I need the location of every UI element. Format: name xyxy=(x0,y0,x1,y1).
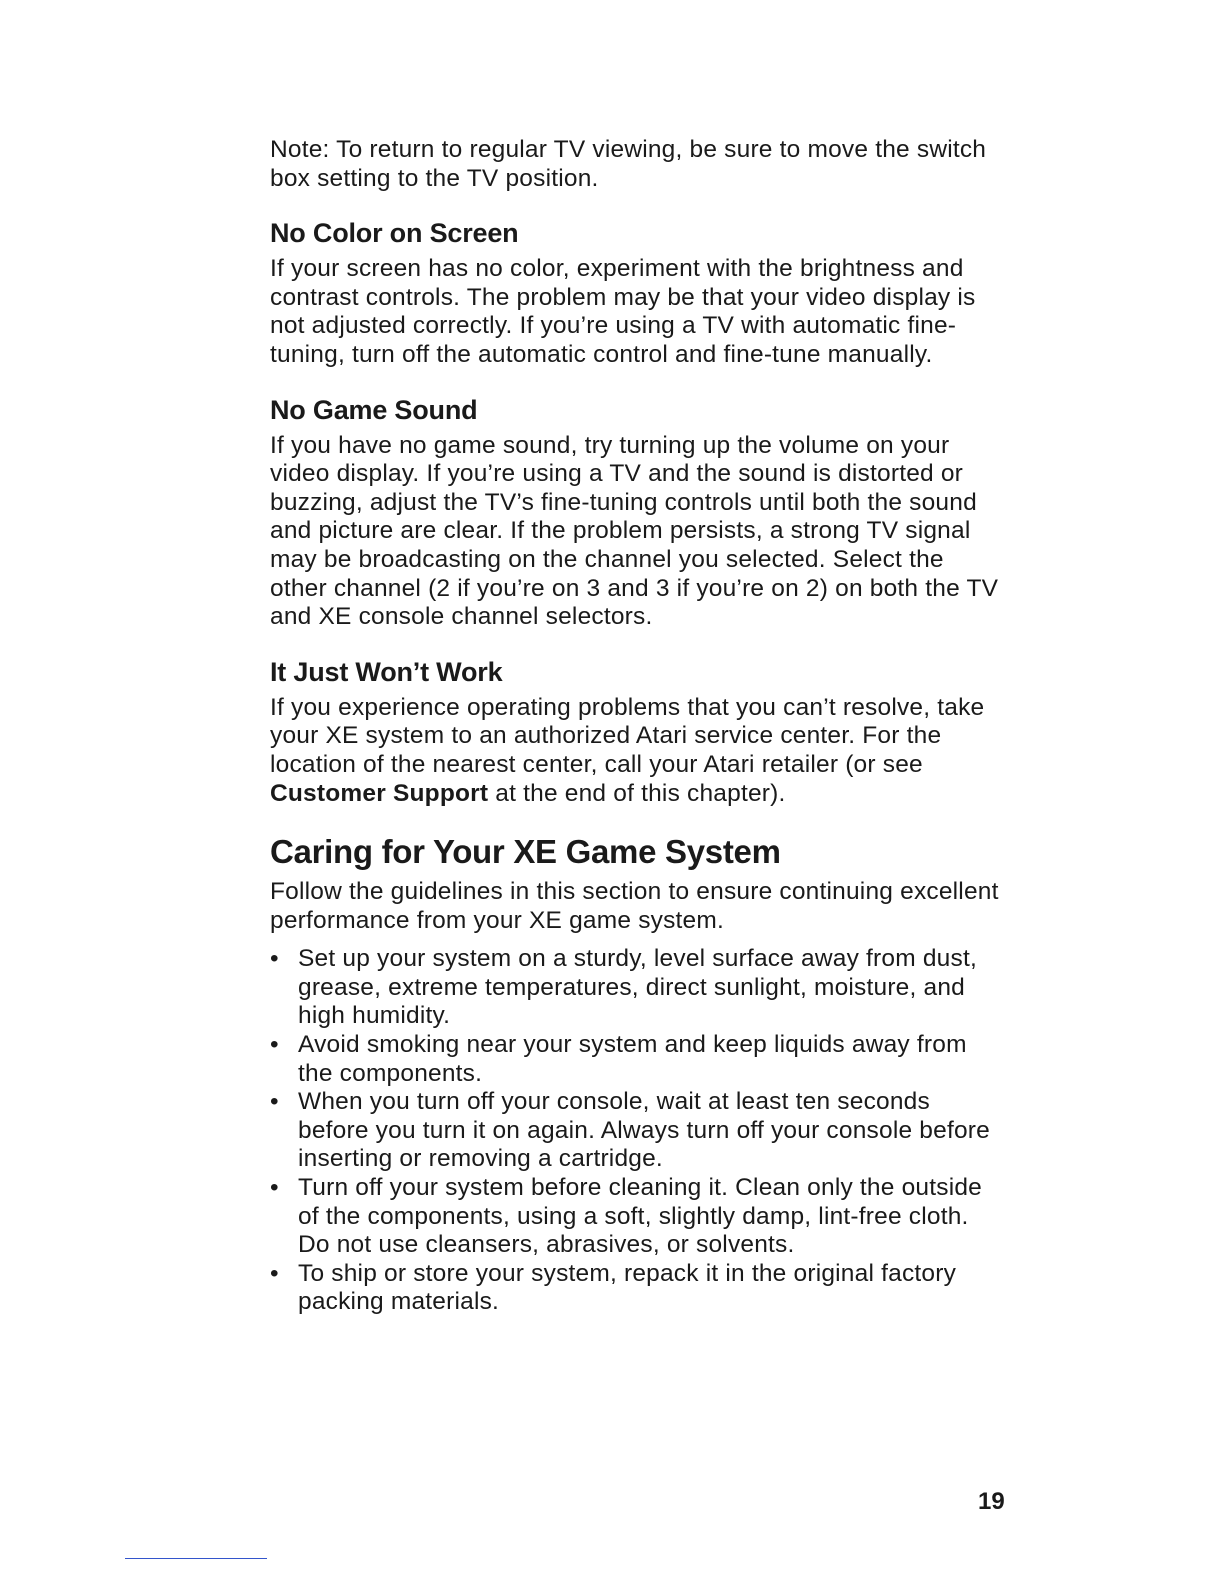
list-item-text: To ship or store your system, repack it in the original factory packing materials. xyxy=(298,1259,957,1316)
footer-rule xyxy=(125,1558,267,1559)
list-item xyxy=(270,1031,1005,1088)
bullet-icon: • xyxy=(270,1031,279,1059)
page-number: 19 xyxy=(978,1488,1005,1515)
caring-guidelines-list xyxy=(270,945,1005,1317)
manual-page xyxy=(270,136,1005,1317)
wont-work-heading: It Just Won’t Work xyxy=(270,656,503,687)
list-item-text: Avoid smoking near your system and keep liquids away from the components. xyxy=(298,1031,967,1087)
list-item-text: Set up your system on a sturdy, level surface away from dust, grease, extreme temperatures, direct sunlight, moisture, and high humidity. xyxy=(298,945,977,1030)
caring-intro: Follow the guidelines in this section to ensure continuing excellent performance from your XE game system. xyxy=(270,878,999,934)
note-text: To return to regular TV viewing, be sure to move the switch box setting to the TV position. xyxy=(270,136,987,192)
wont-work-body-after: at the end of this chapter). xyxy=(488,779,786,807)
list-item xyxy=(270,1260,1005,1317)
list-item-text: Turn off your system before cleaning it. Clean only the outside of the components, using a soft, slightly damp, lint-free cloth. Do not use cleansers, abrasives, or solvents. xyxy=(298,1174,982,1259)
wont-work-body-before: If you experience operating problems that you can’t resolve, take your XE system to an authorized Atari service center. For the location of the nearest center, call your Atari retailer (or see xyxy=(270,693,985,778)
list-item xyxy=(270,945,1005,1031)
no-color-heading: No Color on Screen xyxy=(270,218,519,249)
caring-heading: Caring for Your XE Game System xyxy=(270,833,781,871)
no-color-body: If your screen has no color, experiment with the brightness and contrast controls. The problem may be that your video display is not adjusted correctly. If you’re using a TV with automatic fine-tuning, turn off the automatic control and fine-tune manually. xyxy=(270,255,976,368)
wont-work-body xyxy=(270,694,1005,808)
bullet-icon: • xyxy=(270,1259,279,1287)
bullet-icon: • xyxy=(270,945,279,973)
list-item xyxy=(270,1174,1005,1260)
bullet-icon: • xyxy=(270,1088,279,1116)
list-item-text: When you turn off your console, wait at least ten seconds before you turn it on again. Always turn off your console before inserting or removing a cartridge. xyxy=(298,1088,990,1173)
customer-support-reference: Customer Support xyxy=(270,779,489,807)
bullet-icon: • xyxy=(270,1174,279,1202)
note-paragraph xyxy=(270,136,1005,193)
list-item xyxy=(270,1088,1005,1174)
no-sound-heading: No Game Sound xyxy=(270,394,478,425)
note-label: Note: xyxy=(270,136,330,163)
no-sound-body: If you have no game sound, try turning up the volume on your video display. If you’re using a TV and the sound is distorted or buzzing, adjust the TV’s fine-tuning controls until both the sound and picture are clear. If the problem persists, a strong TV signal may be broadcasting on the channel you selected. Select the other channel (2 if you’re on 3 and 3 if you’re on 2) on both the TV and XE console channel selectors. xyxy=(270,431,999,631)
